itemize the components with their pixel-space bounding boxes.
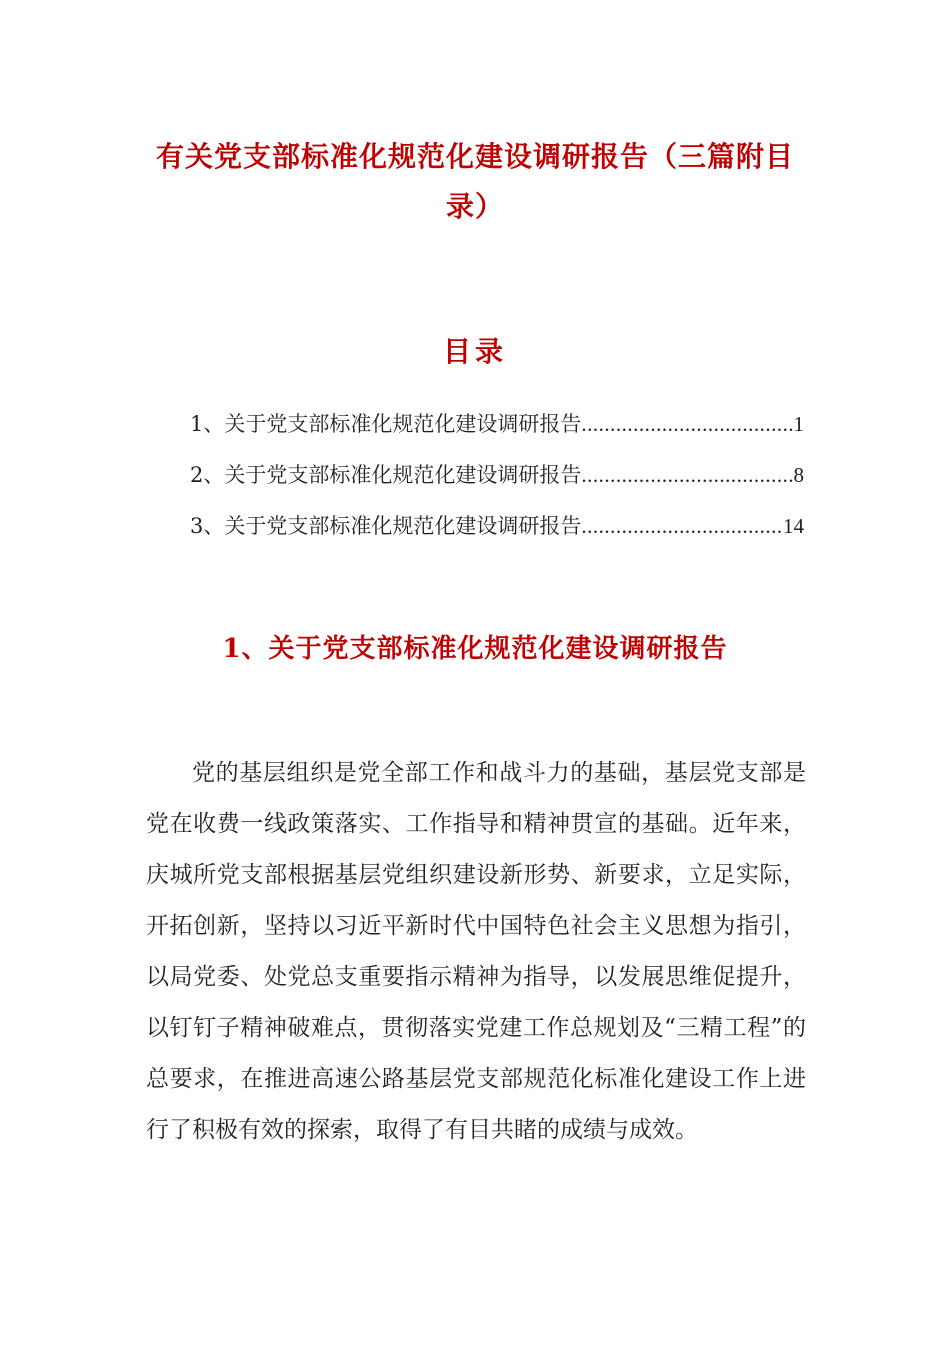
toc-entry-page: 14 [783,514,804,538]
toc-dot-leader [581,402,793,446]
section-title: 1、关于党支部标准化规范化建设调研报告 [222,634,728,664]
toc-entry-page: 8 [793,463,804,487]
toc-dot-leader [581,504,783,548]
toc-entry-label: 1、关于党支部标准化规范化建设调研报告 [190,412,582,436]
document-title: 有关党支部标准化规范化建设调研报告（三篇附目录） [155,140,794,223]
table-of-contents [190,402,804,555]
toc-entry-label: 2、关于党支部标准化规范化建设调研报告 [190,463,582,487]
body-paragraph: 党的基层组织是党全部工作和战斗力的基础，基层党支部是党在收费一线政策落实、工作指导和精神贯宣的基础。近年来，庆城所党支部根据基层党组织建设新形势、新要求，立足实际，开拓创新，坚持以习近平新时代中国特色社会主义思想为指引，以局党委、处党总支重要指示精神为指导，以发展思维促提升，以钉钉子精神破难点，贯彻落实党建工作总规划及“三精工程”的总要求，在推进高速公路基层党支部规范化标准化建设工作上进行了积极有效的探索，取得了有目共睹的成绩与成效。 [146,760,806,1143]
toc-entry-1[interactable] [190,402,804,453]
toc-dot-leader [581,453,793,497]
toc-entry-3[interactable] [190,504,804,555]
toc-entry-2[interactable] [190,453,804,504]
toc-entry-label: 3、关于党支部标准化规范化建设调研报告 [190,514,582,538]
toc-entry-page: 1 [793,412,804,436]
toc-heading: 目录 [442,335,507,368]
